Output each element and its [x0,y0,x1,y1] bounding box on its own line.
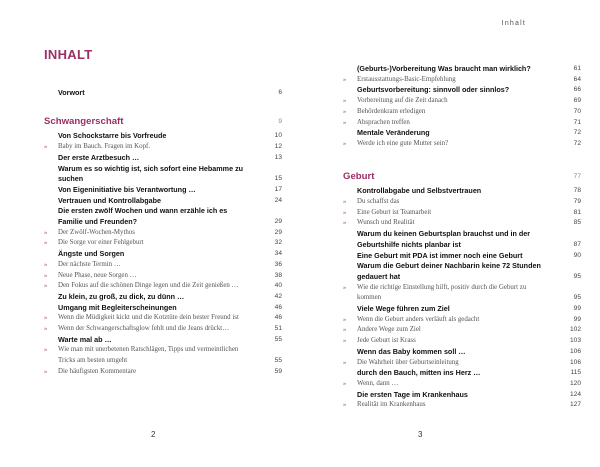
double-chevron-icon: » [44,282,48,290]
toc-chapter-entry[interactable] [343,85,581,96]
entry-page: 36 [274,260,282,268]
entry-page: 102 [569,326,581,334]
entry-label: » Wenn, dann … [343,379,581,390]
entry-page: 85 [573,219,581,227]
entry-page: 87 [573,240,581,248]
part-page: 77 [573,172,581,180]
toc-chapter-entry[interactable] [44,292,282,303]
toc-subentry[interactable] [343,75,581,86]
toc-chapter-entry[interactable] [343,229,581,250]
double-chevron-icon: » [343,315,347,323]
entry-label: » Baby im Bauch. Fragen im Kopf. [44,142,282,153]
entry-label: » Der Zwölf-Wochen-Mythos [44,228,282,239]
entry-page: 24 [274,196,282,204]
double-chevron-icon: » [44,325,48,333]
entry-page: 10 [274,132,282,140]
double-chevron-icon: » [343,358,347,366]
entry-label: » Wenn die Geburt anders verläuft als gedacht [343,315,581,326]
entry-label: » Jede Geburt ist Krass [343,336,581,347]
double-chevron-icon: » [44,367,48,375]
entry-page: 66 [573,86,581,94]
toc-chapter-entry[interactable] [343,186,581,197]
entry-page: 6 [278,89,282,96]
toc-subentry[interactable] [343,336,581,347]
entry-page: 59 [274,367,282,375]
toc-subentry[interactable] [343,96,581,107]
entry-label: » Wie die richtige Einstellung hilft, positiv durch die Geburt zu kommen [343,283,527,302]
entry-page: 61 [573,65,581,72]
double-chevron-icon: » [44,346,48,354]
entry-label: Warum du keinen Geburtsplan brauchst und in der Geburtshilfe nichts planbar ist [357,229,531,249]
running-head: Inhalt [501,20,526,27]
entry-label: » Du schaffst das [343,197,581,208]
entry-label: » Neue Phase, neue Sorgen … [44,271,282,282]
page-number: 2 [151,430,156,439]
entry-label: (Geburts-)Vorbereitung Was braucht man wirklich? [357,64,531,73]
entry-label: Kontrollabgabe und Selbstvertrauen [357,186,482,196]
toc-subentry[interactable] [44,313,282,324]
entry-page: 78 [573,187,581,195]
toc-chapter-entry[interactable] [44,206,282,227]
toc-subentry[interactable] [44,324,282,335]
entry-page: 115 [570,369,581,377]
part-label: Schwangerschaft [44,115,124,127]
entry-page: 42 [274,292,282,300]
entry-page: 13 [274,153,282,161]
page-number: 3 [418,430,423,439]
entry-label: » Eine Geburt ist Teamarbeit [343,208,581,219]
toc-chapter-entry[interactable] [44,164,282,185]
entry-label: Die ersten zwölf Wochen und wann erzähle ich es Familie und Freunden? [58,206,228,227]
toc-chapter-entry[interactable] [44,185,282,196]
entry-page: 124 [569,390,581,398]
toc-chapter-entry[interactable] [44,196,282,207]
toc-chapter-entry[interactable] [44,303,282,314]
entry-label: » Behördenkram erledigen [343,107,581,118]
toc-right [343,64,581,411]
entry-label: Von Eigeninitiative bis Verantwortung … [58,184,196,194]
toc-subentry[interactable] [44,271,282,282]
entry-label: Die ersten Tage im Krankenhaus [357,389,468,399]
entry-page: 71 [573,118,581,126]
toc-chapter-entry[interactable] [343,347,581,358]
double-chevron-icon: » [343,97,347,105]
entry-page: 99 [573,305,581,313]
toc-chapter-entry[interactable] [44,131,282,142]
entry-label: » Die Sorge vor einer Fehlgeburt [44,238,282,249]
entry-page: 90 [573,251,581,259]
double-chevron-icon: » [343,118,347,126]
toc-subentry[interactable] [343,139,581,150]
toc-chapter-entry[interactable] [343,128,581,139]
entry-page: 72 [573,129,581,137]
entry-page: 127 [569,401,581,409]
entry-page: 46 [274,303,282,311]
toc-subentry[interactable] [44,228,282,239]
entry-label: » Die Wahrheit über Geburtseinleitung [343,358,581,369]
toc-chapter-entry[interactable] [343,251,581,262]
toc-title: INHALT [44,47,93,62]
toc-subentry[interactable] [343,379,581,390]
entry-label: Von Schockstarre bis Vorfreude [58,131,167,141]
toc-chapter-entry[interactable] [343,304,581,315]
entry-label: » Wunsch und Realität [343,218,581,229]
entry-label: » Absprachen treffen [343,118,581,129]
toc-subentry[interactable] [44,238,282,249]
entry-label: Der erste Arztbesuch … [58,152,140,162]
toc-subentry[interactable] [44,367,282,378]
entry-page: 55 [274,335,282,343]
toc-subentry[interactable] [343,358,581,369]
double-chevron-icon: » [343,75,347,83]
toc-subentry[interactable] [343,218,581,229]
double-chevron-icon: » [44,260,48,268]
entry-label: Mentale Veränderung [357,128,430,138]
entry-label: » Der nächste Termin … [44,260,282,271]
double-chevron-icon: » [343,283,347,291]
entry-label: » Den Fokus auf die schönen Dinge legen und die Zeit genießen … [44,281,282,292]
entry-page: 99 [573,315,581,323]
entry-label: » Die häufigsten Kommentare [44,367,282,378]
entry-label: » Andere Wege zum Ziel [343,325,581,336]
double-chevron-icon: » [44,143,48,151]
toc-subentry[interactable] [343,197,581,208]
toc-part-geburt[interactable] [343,172,581,183]
toc-entry-vorwort[interactable] [44,88,282,99]
toc-subentry[interactable] [44,281,282,292]
double-chevron-icon: » [343,198,347,206]
entry-label: Geburtsvorbereitung: sinnvoll oder sinnlos? [357,85,510,95]
double-chevron-icon: » [44,271,48,279]
toc-subentry[interactable] [343,208,581,219]
entry-label: » Realität im Krankenhaus [343,400,581,411]
double-chevron-icon: » [44,314,48,322]
entry-page: 55 [274,357,282,365]
double-chevron-icon: » [343,139,347,147]
entry-page: 29 [274,228,282,236]
double-chevron-icon: » [343,208,347,216]
entry-label: Umgang mit Begleiterscheinungen [58,302,177,312]
entry-page: 38 [274,271,282,279]
double-chevron-icon: » [343,107,347,115]
toc-chapter-entry[interactable] [343,261,581,282]
entry-label: Vertrauen und Kontrollabgabe [58,195,162,205]
toc-part-schwangerschaft[interactable] [44,117,282,128]
toc-left [44,88,282,378]
entry-page: 17 [274,185,282,193]
right-page [300,0,600,467]
double-chevron-icon: » [343,337,347,345]
double-chevron-icon: » [44,228,48,236]
entry-page: 72 [573,139,581,147]
entry-page: 120 [569,379,581,387]
entry-label: » Werde ich eine gute Mutter sein? [343,139,581,150]
entry-label: Warum es so wichtig ist, sich sofort eine Hebamme zu suchen [58,163,244,184]
toc-subentry[interactable] [343,325,581,336]
entry-page: 69 [573,97,581,105]
toc-chapter-entry[interactable] [44,335,282,346]
toc-chapter-entry[interactable] [44,153,282,164]
entry-page: 51 [274,325,282,333]
double-chevron-icon: » [343,379,347,387]
entry-page: 46 [274,314,282,322]
toc-subentry[interactable] [44,142,282,153]
entry-page: 95 [573,272,581,280]
toc-chapter-entry[interactable] [343,368,581,379]
entry-label: Zu klein, zu groß, zu dick, zu dünn … [58,291,185,301]
entry-label: Viele Wege führen zum Ziel [357,304,450,314]
entry-label: Warte mal ab … [58,334,112,344]
entry-page: 106 [569,358,581,366]
entry-label: Warum die Geburt deiner Nachbarin keine 72 Stunden gedauert hat [357,261,541,281]
entry-page: 40 [274,282,282,290]
double-chevron-icon: » [343,219,347,227]
toc-subentry[interactable] [44,260,282,271]
entry-page: 34 [274,250,282,258]
entry-label: » Wenn die Müdigkeit kickt und die Kotztüte dein bester Freund ist [44,313,282,324]
entry-page: 29 [274,218,282,226]
toc-subentry[interactable] [343,283,581,304]
toc-subentry[interactable] [343,315,581,326]
entry-label: » Erstausstattungs-Basic-Empfehlung [343,75,581,86]
toc-entries-left [44,131,282,377]
toc-entries-right [343,186,581,411]
toc-chapter-entry[interactable] [343,64,581,75]
part-label: Geburt [343,170,375,182]
toc-subentry[interactable] [44,345,282,366]
toc-entries-right-before [343,64,581,150]
toc-subentry[interactable] [343,107,581,118]
entry-page: 81 [573,208,581,216]
entry-page: 15 [274,175,282,183]
entry-label: » Vorbereitung auf die Zeit danach [343,96,581,107]
entry-label: durch den Bauch, mitten ins Herz … [357,368,481,378]
entry-page: 106 [569,347,581,355]
entry-label: Eine Geburt mit PDA ist immer noch eine Geburt [357,250,523,260]
entry-page: 79 [573,198,581,206]
entry-label: Vorwort [58,88,85,97]
entry-page: 12 [274,143,282,151]
entry-label: Ängste und Sorgen [58,249,125,259]
entry-page: 95 [573,294,581,302]
entry-page: 70 [573,107,581,115]
double-chevron-icon: » [44,239,48,247]
entry-label: » Wenn der Schwangerschaftsglow fehlt und die Jeans drückt… [44,324,282,335]
toc-subentry[interactable] [343,118,581,129]
toc-chapter-entry[interactable] [343,390,581,401]
double-chevron-icon: » [343,326,347,334]
part-page: 9 [278,117,282,125]
entry-page: 103 [569,337,581,345]
entry-label: » Wie man mit unerbetenen Ratschlägen, Tipps und vermeintlichen Tricks am besten umgeht [44,346,239,365]
entry-page: 64 [573,75,581,83]
double-chevron-icon: » [343,401,347,409]
toc-chapter-entry[interactable] [44,249,282,260]
entry-label: Wenn das Baby kommen soll … [357,346,466,356]
entry-page: 32 [274,239,282,247]
toc-subentry[interactable] [343,400,581,411]
